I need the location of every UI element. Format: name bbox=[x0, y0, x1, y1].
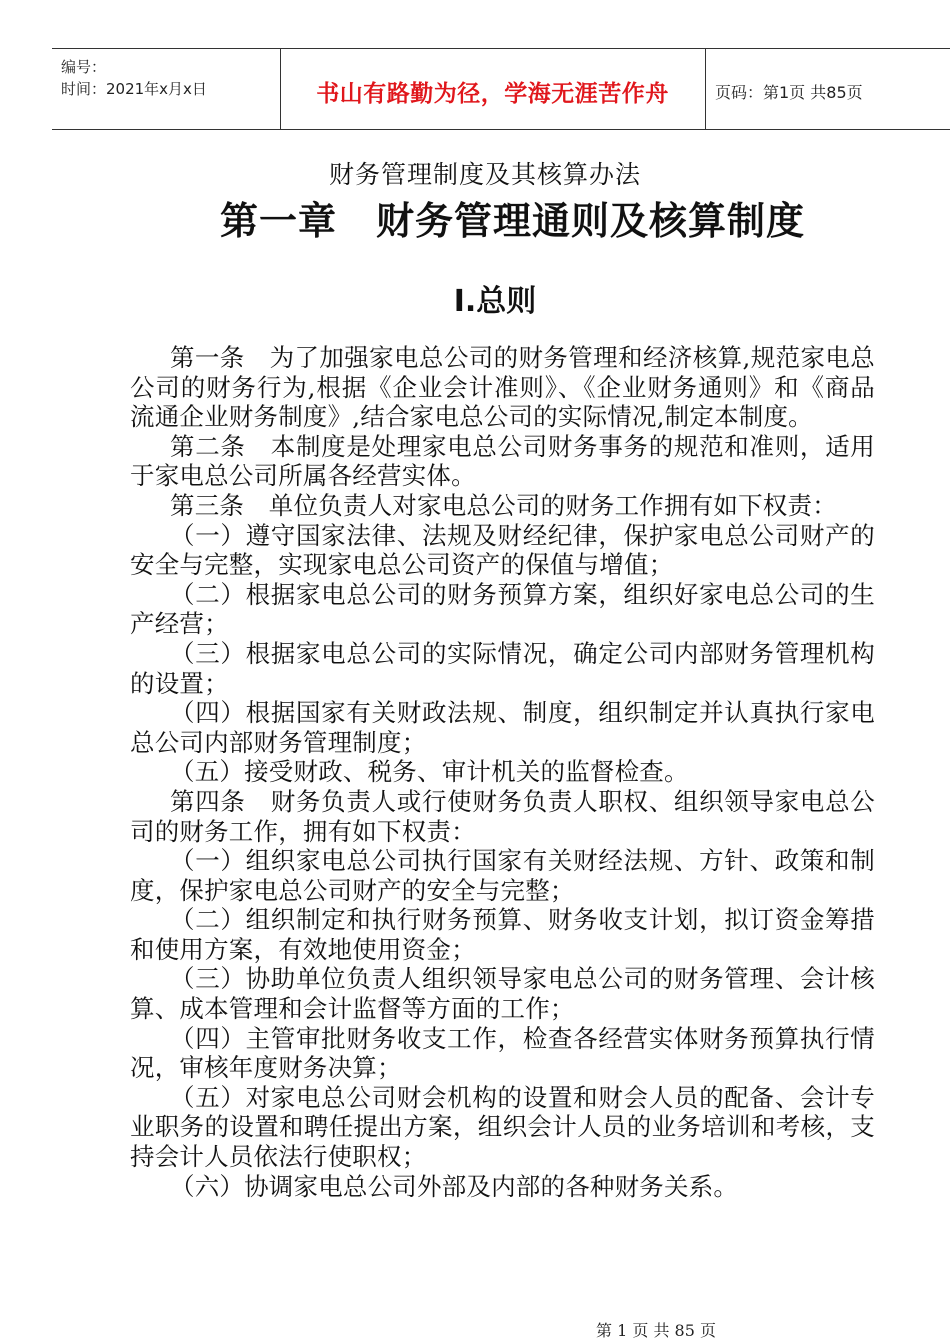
paragraph: 第四条 财务负责人或行使财务负责人职权、组织领导家电总公司的财务工作，拥有如下权责： bbox=[130, 786, 875, 846]
paragraph: （三）协助单位负责人组织领导家电总公司的财务管理、会计核算、成本管理和会计监督等方面的工作； bbox=[130, 964, 875, 1024]
paragraph: （二）根据家电总公司的财务预算方案，组织好家电总公司的生产经营； bbox=[130, 579, 875, 639]
paragraph: （一）组织家电总公司执行国家有关财经法规、方针、政策和制度，保护家电总公司财产的安全与完整； bbox=[130, 846, 875, 905]
paragraph: （五）对家电总公司财会机构的设置和财会人员的配备、会计专业职务的设置和聘任提出方案，组织会计人员的业务培训和考核，支持会计人员依法行使职权； bbox=[130, 1082, 875, 1172]
header-page-info: 页码：第1页 共85页 bbox=[715, 83, 863, 102]
paragraph: （二）组织制定和执行财务预算、财务收支计划，拟订资金筹措和使用方案，有效地使用资金； bbox=[130, 905, 875, 964]
paragraph: 第二条 本制度是处理家电总公司财务事务的规范和准则，适用于家电总公司所属各经营实体。 bbox=[130, 431, 875, 491]
paragraph: （六）协调家电总公司外部及内部的各种财务关系。 bbox=[170, 1171, 739, 1201]
paragraph: 第三条 单位负责人对家电总公司的财务工作拥有如下权责： bbox=[170, 490, 837, 520]
paragraph: （五）接受财政、税务、审计机关的监督检查。 bbox=[170, 757, 689, 787]
paragraph: （四）根据国家有关财政法规、制度，组织制定并认真执行家电总公司内部财务管理制度； bbox=[130, 698, 875, 757]
document-title: 财务管理制度及其核算办法 bbox=[328, 160, 641, 189]
document-time-label: 时间：2021年x月x日 bbox=[61, 80, 207, 98]
paragraph: （一）遵守国家法律、法规及财经纪律，保护家电总公司财产的安全与完整，实现家电总公司资产的保值与增值； bbox=[130, 520, 875, 580]
paragraph: （四）主管审批财务收支工作，检查各经营实体财务预算执行情况，审核年度财务决算； bbox=[130, 1023, 875, 1083]
paragraph: （三）根据家电总公司的实际情况，确定公司内部财务管理机构的设置； bbox=[130, 638, 875, 698]
header-motto: 书山有路勤为径，学海无涯苦作舟 bbox=[316, 81, 669, 107]
document-body bbox=[130, 343, 875, 1201]
page-header bbox=[52, 48, 950, 130]
header-meta-cell bbox=[52, 49, 281, 129]
page-footer: 第 1 页 共 85 页 bbox=[596, 1321, 716, 1340]
header-page-cell bbox=[705, 49, 950, 129]
document-number-label: 编号： bbox=[61, 58, 107, 76]
chapter-heading: 第一章 财务管理通则及核算制度 bbox=[220, 199, 806, 243]
header-motto-cell bbox=[280, 49, 706, 129]
paragraph: 第一条 为了加强家电总公司的财务管理和经济核算,规范家电总公司的财务行为,根据《企业会计准则》、《企业财务通则》和《商品流通企业财务制度》,结合家电总公司的实际情况,制定本制度。 bbox=[130, 343, 875, 432]
section-heading: Ⅰ.总则 bbox=[453, 284, 537, 319]
